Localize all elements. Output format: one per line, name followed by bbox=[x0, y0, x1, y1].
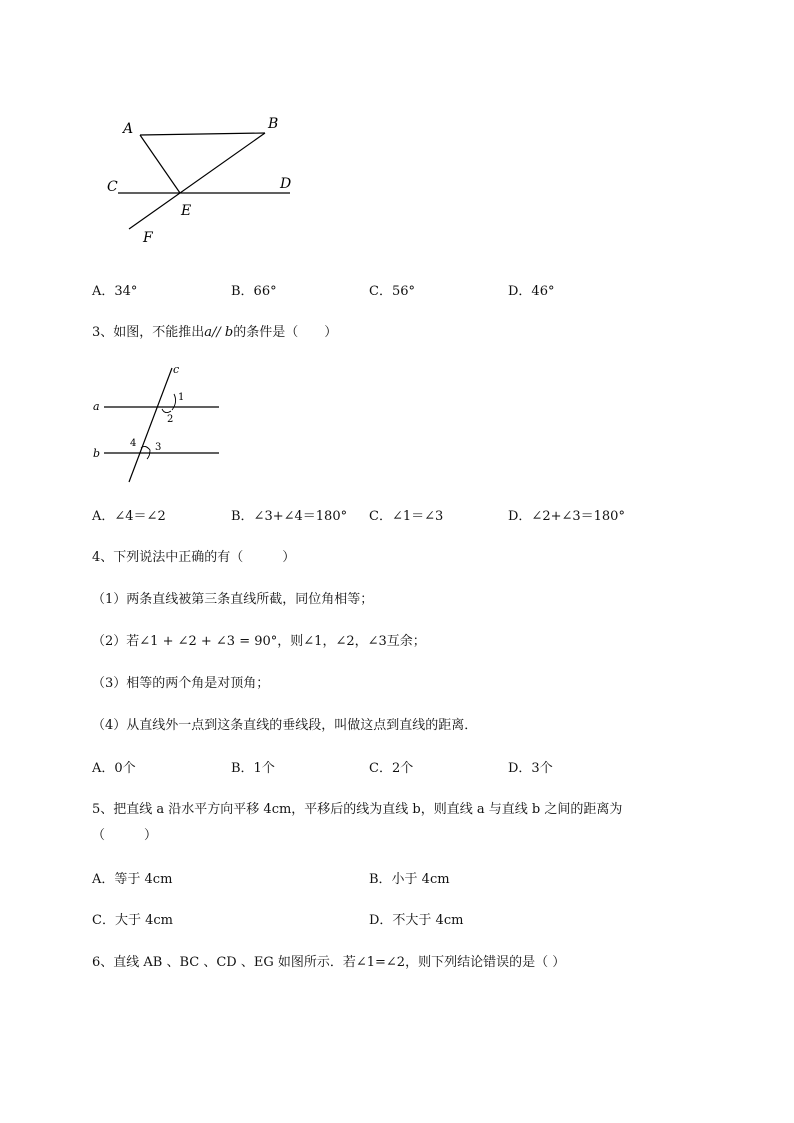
q3-option-d: D．∠2+∠3＝180° bbox=[508, 509, 625, 524]
q4-statement-4: （4）从直线外一点到这条直线的垂线段，叫做这点到直线的距离． bbox=[92, 718, 478, 733]
label-e: E bbox=[181, 203, 192, 219]
q2-option-a: A．34° bbox=[92, 284, 138, 299]
q4-option-b: B．1个 bbox=[231, 761, 275, 776]
q3-option-a: A．∠4＝∠2 bbox=[92, 509, 166, 524]
q3-option-b: B．∠3+∠4＝180° bbox=[231, 509, 348, 524]
label-f: F bbox=[143, 230, 153, 246]
q5-option-b: B．小于 4cm bbox=[369, 872, 450, 887]
q4-stem: 4、下列说法中正确的有（ ） bbox=[92, 550, 296, 565]
q3-stem-pre: 3、如图，不能推出 bbox=[92, 325, 205, 340]
figure-1-diagram bbox=[100, 110, 310, 250]
label-b: B bbox=[268, 116, 279, 132]
q3-stem-math: a// b bbox=[204, 325, 234, 340]
q4-option-a: A．0个 bbox=[92, 761, 136, 776]
label-angle-1: 1 bbox=[178, 392, 185, 403]
q4-option-c: C．2个 bbox=[369, 761, 414, 776]
angle-mark-1 bbox=[172, 394, 176, 410]
q4-statement-1: （1）两条直线被第三条直线所截，同位角相等； bbox=[92, 592, 374, 607]
line-bf bbox=[129, 133, 265, 229]
label-line-c: c bbox=[173, 363, 180, 376]
q3-option-c: C．∠1＝∠3 bbox=[369, 509, 444, 524]
q3-stem-post: 的条件是（ ） bbox=[233, 325, 338, 340]
label-d: D bbox=[280, 176, 292, 192]
q5-option-c: C．大于 4cm bbox=[92, 913, 173, 928]
segment-ab bbox=[140, 133, 265, 135]
label-line-b: b bbox=[93, 447, 101, 460]
line-c bbox=[129, 368, 172, 482]
q3-stem bbox=[92, 325, 337, 341]
q5-option-d: D．不大于 4cm bbox=[369, 913, 464, 928]
label-angle-2: 2 bbox=[167, 414, 174, 425]
label-line-a: a bbox=[93, 400, 100, 413]
segment-ae bbox=[140, 135, 180, 193]
q2-option-c: C．56° bbox=[369, 284, 415, 299]
label-angle-3: 3 bbox=[155, 442, 162, 453]
q2-option-b: B．66° bbox=[231, 284, 277, 299]
q6-stem: 6、直线 AB 、BC 、CD 、EG 如图所示．若∠1=∠2，则下列结论错误的是（ ） bbox=[92, 955, 566, 970]
q5-stem-line1: 5、把直线 a 沿水平方向平移 4cm，平移后的线为直线 b，则直线 a 与直线 b 之间的距离为 bbox=[92, 802, 623, 817]
q4-statement-3: （3）相等的两个角是对顶角； bbox=[92, 676, 270, 691]
label-c: C bbox=[107, 179, 118, 195]
q5-stem-line2: （ ） bbox=[92, 828, 158, 843]
label-angle-4: 4 bbox=[130, 438, 137, 449]
q2-option-d: D．46° bbox=[508, 284, 555, 299]
q5-option-a: A．等于 4cm bbox=[92, 872, 173, 887]
q4-option-d: D．3个 bbox=[508, 761, 553, 776]
angle-mark-2 bbox=[162, 409, 171, 413]
label-a: A bbox=[123, 121, 134, 137]
q4-statement-2: （2）若∠1 + ∠2 + ∠3 = 90°，则∠1，∠2，∠3互余； bbox=[92, 634, 426, 649]
figure-q3-parallel-lines bbox=[88, 362, 228, 487]
